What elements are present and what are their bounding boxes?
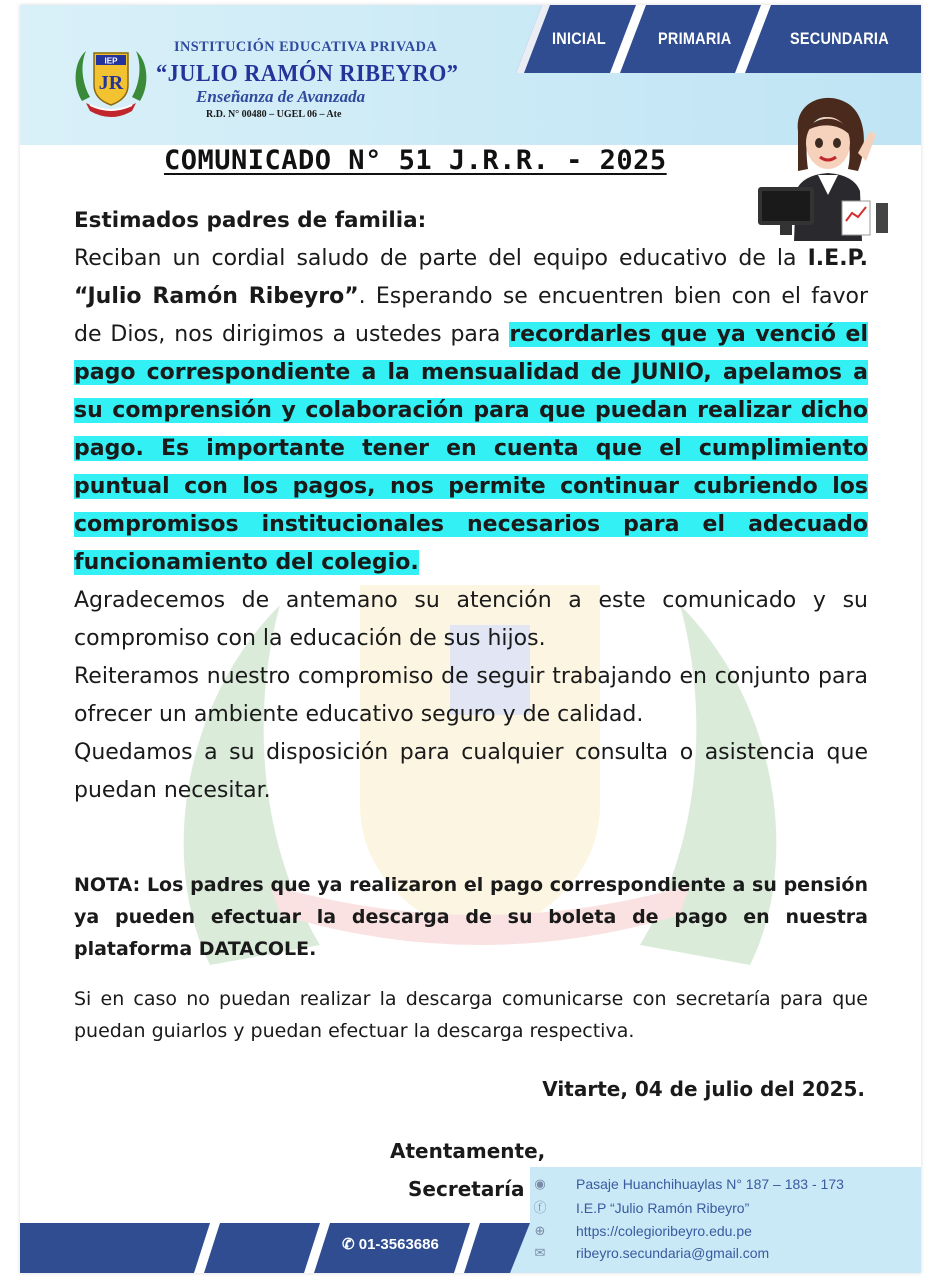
logo-monogram: JR [98,72,124,94]
nav-inicial[interactable]: INICIAL [552,29,606,48]
note-label: NOTA: [74,874,141,896]
resolution-line: R.D. N° 00480 – UGEL 06 – Ate [206,109,342,120]
payment-reminder-highlight: recordarles que ya venció el pago correspondiente a la mensualidad de JUNIO, apelamos a su comprensión y colaboración para que puedan realizar dicho pago. Es importante tener en cuenta que el cumplimiento puntual con los pagos, nos permite continuar cubriendo los compromisos institucionales necesarios para el adecuado funcionamiento del colegio. [74,322,868,575]
location-icon: ◉ [534,1177,546,1192]
logo-letters: IEP [104,56,118,66]
paragraph-availability: Quedamos a su disposición para cualquier consulta o asistencia que puedan necesitar. [74,740,868,803]
mail-icon: ✉ [534,1246,546,1261]
school-logo [70,39,152,121]
closing: Atentamente, [390,1139,546,1163]
footer-address: Pasaje Huanchihuaylas N° 187 – 183 - 173 [576,1176,844,1192]
school-tagline: Enseñanza de Avanzada [196,87,366,106]
letter-body [74,202,868,810]
school-type: INSTITUCIÓN EDUCATIVA PRIVADA [174,39,438,55]
p1-rest: . Esperando se encuentren bien con el favor de Dios, nos dirigimos a ustedes para [74,284,868,347]
greeting: Estimados padres de familia: [74,208,427,233]
paragraph-commitment: Reiteramos nuestro compromiso de seguir trabajando en conjunto para ofrecer un ambiente educativo seguro y de calidad. [74,664,868,727]
level-nav [516,5,921,73]
footer-facebook[interactable]: I.E.P “Julio Ramón Ribeyro” [576,1200,750,1216]
document-page [20,5,921,1273]
document-title: COMUNICADO N° 51 J.R.R. - 2025 [164,145,667,176]
followup-text: Si en caso no puedan realizar la descarga comunicarse con secretaría para que puedan guiarlos y puedan efectuar la descarga respectiva. [74,988,868,1042]
footer-band [20,1223,921,1273]
p1-intro: Reciban un cordial saludo de parte del equipo educativo de la [74,246,808,271]
phone-icon: ✆ [342,1236,355,1253]
footer-email[interactable]: ribeyro.secundaria@gmail.com [576,1245,770,1261]
nav-primaria[interactable]: PRIMARIA [658,29,732,48]
globe-icon: ⊕ [534,1224,546,1239]
p1-school: I.E.P. “Julio Ramón Ribeyro” [74,246,868,309]
paragraph-thanks: Agradecemos de antemano su atención a este comunicado y su compromiso con la educación de sus hijos. [74,588,868,651]
date-line: Vitarte, 04 de julio del 2025. [542,1077,865,1101]
note [74,869,868,965]
phone-number[interactable] [342,1235,439,1253]
paragraph-main [74,240,868,582]
footer-website[interactable]: https://colegioribeyro.edu.pe [576,1223,752,1239]
signature: Secretaría [408,1177,525,1201]
facebook-icon: ⓕ [533,1201,547,1216]
school-name: “JULIO RAMÓN RIBEYRO” [156,61,459,87]
note-text: Los padres que ya realizaron el pago correspondiente a su pensión ya pueden efectuar la descarga de su boleta de pago en nuestra plataforma DATACOLE. [74,874,868,960]
phone-text: 01-3563686 [358,1236,439,1253]
nav-secundaria[interactable]: SECUNDARIA [790,29,889,48]
